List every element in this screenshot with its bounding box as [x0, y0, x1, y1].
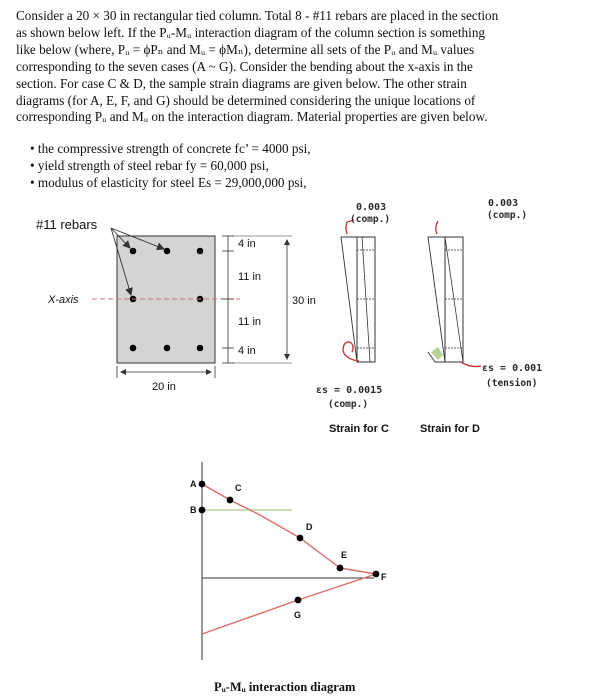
point-c — [227, 497, 234, 504]
problem-line-4: corresponding to the seven cases (A ~ G). Consider the bending about the x-axis in the — [16, 58, 473, 74]
problem-line-2: as shown below left. If the Pᵤ-Mᵤ interaction diagram of the column section is something — [16, 24, 486, 40]
d-top-strain: 0.003 — [488, 198, 519, 209]
point-g — [295, 597, 302, 604]
material-es: • modulus of elasticity for steel Es = 29,000,000 psi, — [30, 175, 307, 190]
problem-line-1: Consider a 20 × 30 in rectangular tied column. Total 8 - #11 rebars are placed in the section — [16, 8, 499, 23]
spacing-label-upper: 11 in — [238, 271, 262, 283]
strain-diagram-c — [316, 202, 390, 435]
d-top-note: (comp.) — [487, 210, 528, 221]
d-bottom-note: (tension) — [486, 378, 538, 389]
rebar-dot — [130, 248, 137, 255]
point-b — [199, 507, 206, 514]
spacing-label-lower: 11 in — [238, 316, 262, 328]
problem-line-5: section. For case C & D, the sample strain diagrams are given below. The other strain — [16, 75, 467, 91]
d-bottom-strain: εs = 0.001 — [482, 363, 543, 374]
problem-line-7: corresponding Pᵤ and Mᵤ on the interaction diagram. Material properties are given below. — [16, 109, 488, 125]
point-e — [337, 565, 344, 572]
rebar-dot — [164, 248, 171, 255]
rebar-dot — [130, 345, 137, 352]
label-a: A — [190, 479, 197, 489]
strain-diagram-d — [420, 198, 542, 435]
rebar-dot — [197, 248, 204, 255]
label-f: F — [381, 572, 387, 582]
point-f — [373, 571, 380, 578]
column-section — [36, 217, 316, 393]
label-b: B — [190, 505, 197, 515]
label-c: C — [235, 483, 242, 493]
interaction-diagram — [190, 462, 387, 694]
point-a — [199, 481, 206, 488]
rebar-dot — [164, 345, 171, 352]
c-bottom-strain: εs = 0.0015 — [316, 385, 383, 396]
c-top-note: (comp.) — [350, 214, 391, 225]
rebar-label: #11 rebars — [36, 217, 98, 232]
problem-line-6: diagrams (for A, E, F, and G) should be determined considering the unique locations of — [16, 92, 476, 108]
label-e: E — [341, 550, 348, 560]
c-bottom-note: (comp.) — [328, 399, 369, 410]
spacing-label-bottom: 4 in — [238, 345, 256, 357]
label-d: D — [306, 522, 313, 532]
interaction-caption: Pᵤ-Mᵤ interaction diagram — [214, 680, 356, 694]
width-label: 20 in — [152, 381, 176, 393]
c-caption: Strain for C — [329, 423, 389, 435]
rebar-dot — [197, 345, 204, 352]
material-fy: • yield strength of steel rebar fy = 60,000 psi, — [30, 158, 269, 173]
point-d — [297, 535, 304, 542]
label-g: G — [294, 610, 302, 620]
d-caption: Strain for D — [420, 423, 480, 435]
material-fc: • the compressive strength of concrete fc’ = 4000 psi, — [30, 141, 311, 156]
height-label: 30 in — [292, 295, 316, 307]
problem-line-3: like below (where, Pᵤ = ϕPₙ and Mᵤ = ϕMₙ), determine all sets of the Pᵤ and Mᵤ values — [16, 41, 475, 57]
c-top-strain: 0.003 — [356, 202, 387, 213]
x-axis-label: X-axis — [48, 294, 79, 306]
spacing-label-top: 4 in — [238, 238, 256, 250]
interaction-curve — [202, 484, 376, 634]
